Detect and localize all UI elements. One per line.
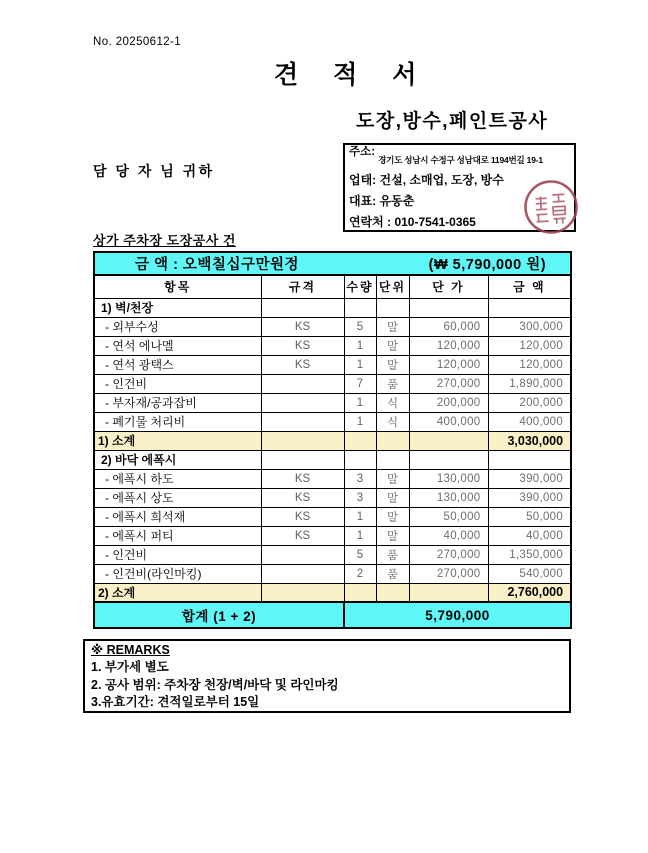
- ceo-label: 대표:: [349, 194, 377, 208]
- item-unit-cell: 말: [376, 336, 409, 355]
- grand-total-row: [94, 602, 571, 628]
- recipient-line: 담 당 자 님 귀하: [93, 163, 215, 179]
- item-unit-price-cell: 40,000: [409, 526, 488, 545]
- item-unit-cell: 말: [376, 469, 409, 488]
- item-name-cell: - 에폭시 상도: [94, 488, 261, 507]
- table-row: [94, 412, 571, 431]
- item-name-cell: - 인건비(라인마킹): [94, 564, 261, 583]
- item-qty-cell: 7: [344, 374, 376, 393]
- amount-in-words: 금 액 : 오백칠십구만원정: [135, 257, 299, 273]
- item-qty-cell: 5: [344, 545, 376, 564]
- table-row: [94, 374, 571, 393]
- item-spec-cell: KS: [261, 526, 344, 545]
- empty-cell: [376, 450, 409, 469]
- phone-value: 010-7541-0365: [394, 215, 476, 229]
- item-name-cell: - 연석 에나멜: [94, 336, 261, 355]
- item-amount-cell: 390,000: [488, 488, 571, 507]
- table-row: [94, 469, 571, 488]
- item-unit-cell: 말: [376, 317, 409, 336]
- section-header-row: [94, 450, 571, 469]
- empty-cell: [344, 298, 376, 317]
- item-amount-cell: 300,000: [488, 317, 571, 336]
- subtotal-label-cell: 2) 소계: [94, 583, 261, 602]
- subtotal-row: [94, 583, 571, 602]
- empty-cell: [261, 450, 344, 469]
- empty-cell: [376, 298, 409, 317]
- item-qty-cell: 5: [344, 317, 376, 336]
- subtotal-amount-cell: 3,030,000: [488, 431, 571, 450]
- item-amount-cell: 1,350,000: [488, 545, 571, 564]
- item-qty-cell: 2: [344, 564, 376, 583]
- grand-total-value: 5,790,000: [344, 602, 571, 628]
- item-amount-cell: 1,890,000: [488, 374, 571, 393]
- item-unit-cell: 품: [376, 564, 409, 583]
- column-header-qty: 수량: [344, 275, 376, 298]
- table-row: [94, 317, 571, 336]
- business-value: 건설, 소매업, 도장, 방수: [379, 173, 504, 187]
- empty-cell: [409, 298, 488, 317]
- item-name-cell: - 폐기물 처리비: [94, 412, 261, 431]
- remarks-line-2: 2. 공사 범위: 주차장 천장/벽/바닥 및 라인마킹: [91, 677, 339, 692]
- item-amount-cell: 50,000: [488, 507, 571, 526]
- table-row: [94, 355, 571, 374]
- item-name-cell: - 에폭시 퍼티: [94, 526, 261, 545]
- item-amount-cell: 200,000: [488, 393, 571, 412]
- item-amount-cell: 120,000: [488, 355, 571, 374]
- table-row: [94, 526, 571, 545]
- empty-cell: [344, 450, 376, 469]
- column-header-unit-price: 단 가: [409, 275, 488, 298]
- empty-cell: [344, 583, 376, 602]
- item-spec-cell: KS: [261, 317, 344, 336]
- item-unit-price-cell: 270,000: [409, 374, 488, 393]
- column-header-item: 항목: [94, 275, 261, 298]
- section-header-row: [94, 298, 571, 317]
- item-unit-price-cell: 200,000: [409, 393, 488, 412]
- table-row: [94, 507, 571, 526]
- item-unit-price-cell: 130,000: [409, 469, 488, 488]
- address-label: 주소:: [349, 146, 376, 158]
- item-name-cell: - 에폭시 하도: [94, 469, 261, 488]
- table-header-row: [94, 275, 571, 298]
- item-spec-cell: [261, 564, 344, 583]
- company-seal-icon: [521, 177, 582, 238]
- subtotal-row: [94, 431, 571, 450]
- quotation-table: [93, 251, 572, 629]
- phone-label: 연락처 :: [349, 215, 392, 229]
- amount-banner-cell: [94, 252, 571, 275]
- item-amount-cell: 40,000: [488, 526, 571, 545]
- table-row: [94, 545, 571, 564]
- item-unit-price-cell: 270,000: [409, 545, 488, 564]
- item-unit-cell: 품: [376, 374, 409, 393]
- page-title: 견 적 서: [274, 61, 431, 89]
- empty-cell: [376, 431, 409, 450]
- item-qty-cell: 1: [344, 355, 376, 374]
- empty-cell: [409, 431, 488, 450]
- empty-cell: [409, 450, 488, 469]
- item-spec-cell: [261, 374, 344, 393]
- project-subject: 상가 주차장 도장공사 건: [93, 233, 236, 248]
- item-unit-cell: 말: [376, 355, 409, 374]
- item-spec-cell: KS: [261, 355, 344, 374]
- empty-cell: [488, 450, 571, 469]
- empty-cell: [409, 583, 488, 602]
- item-spec-cell: [261, 545, 344, 564]
- item-spec-cell: [261, 412, 344, 431]
- item-spec-cell: KS: [261, 469, 344, 488]
- item-name-cell: - 에폭시 희석재: [94, 507, 261, 526]
- item-name-cell: - 부자재/공과잡비: [94, 393, 261, 412]
- item-unit-cell: 말: [376, 507, 409, 526]
- empty-cell: [344, 431, 376, 450]
- item-unit-cell: 식: [376, 412, 409, 431]
- item-qty-cell: 3: [344, 488, 376, 507]
- item-amount-cell: 120,000: [488, 336, 571, 355]
- item-amount-cell: 390,000: [488, 469, 571, 488]
- column-header-unit: 단위: [376, 275, 409, 298]
- amount-banner-row: [94, 252, 571, 275]
- table-row: [94, 564, 571, 583]
- remarks-line-3: 3.유효기간: 견적일로부터 15일: [91, 695, 260, 709]
- item-unit-cell: 말: [376, 488, 409, 507]
- item-amount-cell: 540,000: [488, 564, 571, 583]
- column-header-spec: 규격: [261, 275, 344, 298]
- item-amount-cell: 400,000: [488, 412, 571, 431]
- item-spec-cell: [261, 393, 344, 412]
- empty-cell: [261, 583, 344, 602]
- ceo-value: 유동춘: [379, 194, 415, 208]
- column-header-amount: 금 액: [488, 275, 571, 298]
- item-qty-cell: 1: [344, 336, 376, 355]
- remarks-box: [83, 639, 571, 713]
- subtotal-label-cell: 1) 소계: [94, 431, 261, 450]
- table-row: [94, 488, 571, 507]
- remarks-line-1: 1. 부가세 별도: [91, 660, 169, 674]
- company-address-row: [349, 146, 572, 167]
- empty-cell: [488, 298, 571, 317]
- subtotal-amount-cell: 2,760,000: [488, 583, 571, 602]
- item-unit-price-cell: 120,000: [409, 336, 488, 355]
- item-unit-price-cell: 400,000: [409, 412, 488, 431]
- item-qty-cell: 1: [344, 393, 376, 412]
- remarks-title: ※ REMARKS: [91, 643, 170, 657]
- item-qty-cell: 1: [344, 507, 376, 526]
- address-value: 경기도 성남시 수정구 성남대로 1194번길 19-1: [378, 155, 543, 165]
- item-unit-price-cell: 130,000: [409, 488, 488, 507]
- item-spec-cell: KS: [261, 336, 344, 355]
- table-row: [94, 336, 571, 355]
- section-title-cell: 2) 바닥 에폭시: [94, 450, 261, 469]
- item-name-cell: - 인건비: [94, 545, 261, 564]
- section-title-cell: 1) 벽/천장: [94, 298, 261, 317]
- item-unit-price-cell: 270,000: [409, 564, 488, 583]
- empty-cell: [261, 298, 344, 317]
- item-unit-price-cell: 50,000: [409, 507, 488, 526]
- item-name-cell: - 연석 광택스: [94, 355, 261, 374]
- item-spec-cell: KS: [261, 507, 344, 526]
- table-row: [94, 393, 571, 412]
- business-label: 업태:: [349, 173, 377, 187]
- work-type-title: 도장,방수,페인트공사: [356, 111, 549, 132]
- item-unit-cell: 품: [376, 545, 409, 564]
- amount-numeric: (₩ 5,790,000 원): [428, 257, 547, 273]
- empty-cell: [261, 431, 344, 450]
- item-name-cell: - 외부수성: [94, 317, 261, 336]
- item-unit-cell: 식: [376, 393, 409, 412]
- item-qty-cell: 3: [344, 469, 376, 488]
- item-qty-cell: 1: [344, 412, 376, 431]
- document-number: No. 20250612-1: [93, 36, 182, 48]
- item-unit-price-cell: 60,000: [409, 317, 488, 336]
- item-qty-cell: 1: [344, 526, 376, 545]
- item-unit-price-cell: 120,000: [409, 355, 488, 374]
- item-unit-cell: 말: [376, 526, 409, 545]
- empty-cell: [376, 583, 409, 602]
- grand-total-label: 합계 (1 + 2): [94, 602, 344, 628]
- item-name-cell: - 인건비: [94, 374, 261, 393]
- item-spec-cell: KS: [261, 488, 344, 507]
